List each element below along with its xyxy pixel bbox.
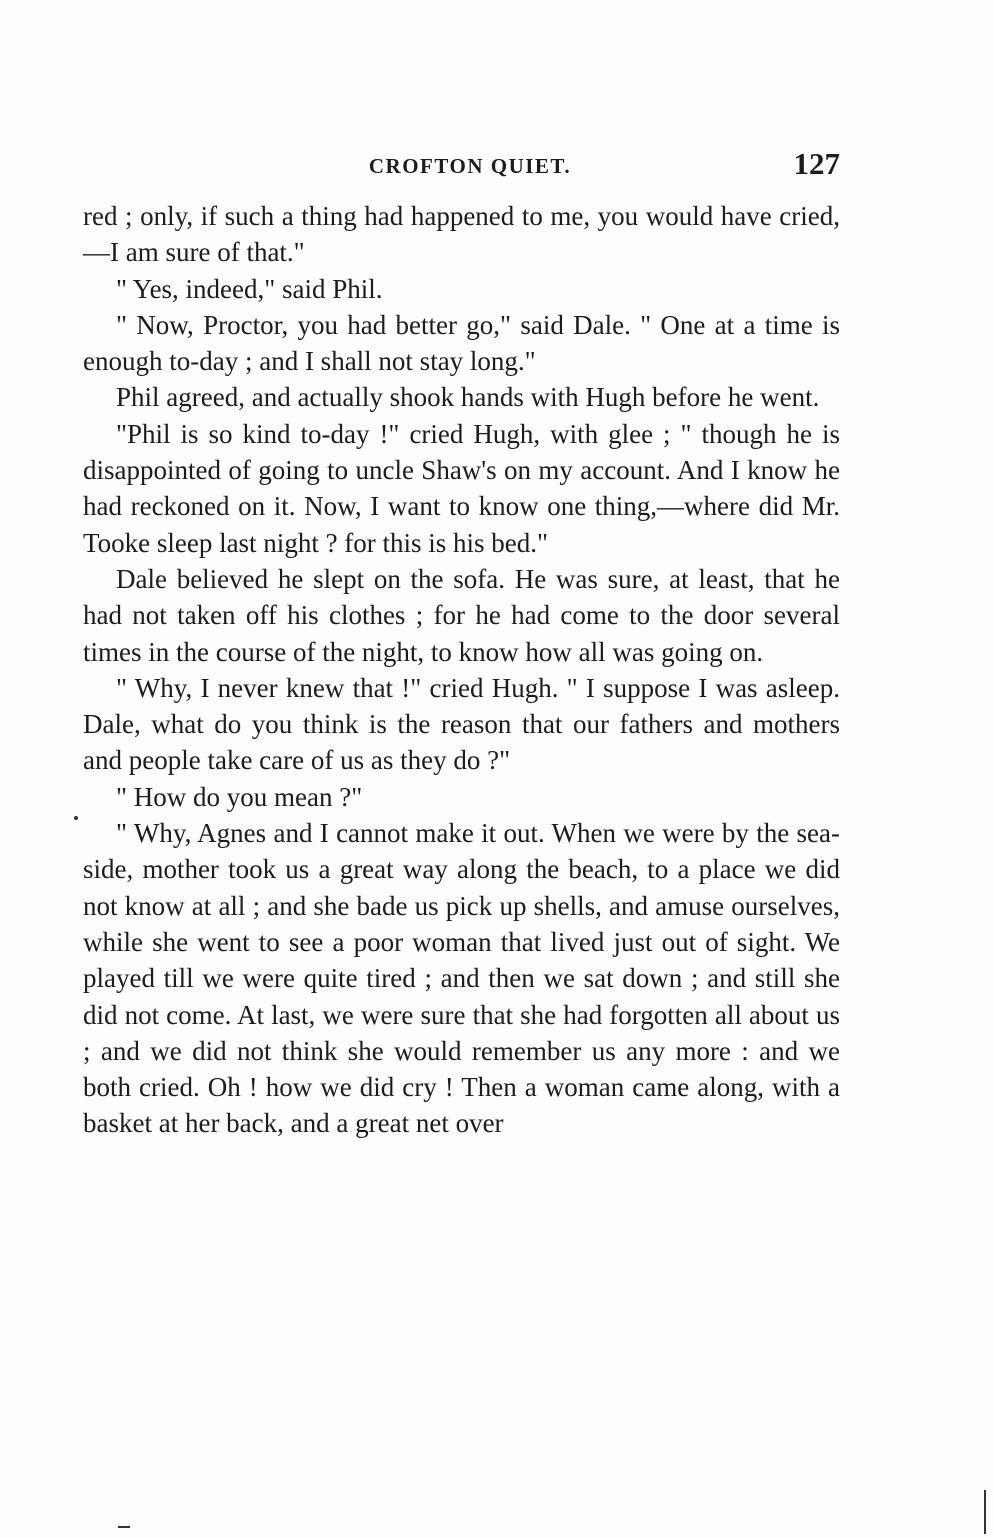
paragraph-continuation: red ; only, if such a thing had happened to me, you would have cried,—I am sure of that." (83, 201, 840, 268)
scan-speck (74, 816, 78, 820)
paragraph: Dale believed he slept on the sofa. He was sure, at least, that he had not taken off his clothes ; for he had come to the door several times in the course of the night, to know how all was going on. (83, 563, 840, 667)
running-header (80, 146, 840, 186)
paragraph: " Yes, indeed," said Phil. (116, 273, 383, 304)
scan-speck (118, 1526, 130, 1528)
paragraph: " Why, I never knew that !" cried Hugh. " I suppose I was asleep. Dale, what do you think is the reason that our fathers and mothers and people take care of us as they do ?" (83, 672, 840, 776)
paragraph: "Phil is so kind to-day !" cried Hugh, with glee ; " though he is disappointed of going to uncle Shaw's on my account. And I know he had reckoned on it. Now, I want to know one thing,—where did Mr. Tooke sleep last night ? for this is his bed." (83, 418, 840, 558)
paragraph: Phil agreed, and actually shook hands with Hugh before he went. (116, 382, 820, 413)
paragraph: " How do you mean ?" (116, 781, 363, 812)
paragraph: " Now, Proctor, you had better go," said Dale. " One at a time is enough to-day ; and I shall not stay long." (83, 309, 840, 377)
body-text (83, 198, 840, 1142)
paragraph: " Why, Agnes and I cannot make it out. When we were by the sea-side, mother took us a great way along the beach, to a place we did not know at all ; and she bade us pick up shells, and amuse ourselves, while she went to see a poor woman that lived just out of sight. We played till we were quite tired ; and then we sat down ; and still she did not come. At last, we were sure that she had forgotten all about us ; and we did not think she would remember us any more : and we both cried. Oh ! how we did cry ! Then a woman came along, with a basket at her back, and a great net over (83, 818, 840, 1139)
running-title: CROFTON QUIET. (368, 154, 572, 178)
scan-edge-mark (984, 1490, 986, 1534)
page-number: 127 (793, 146, 840, 181)
